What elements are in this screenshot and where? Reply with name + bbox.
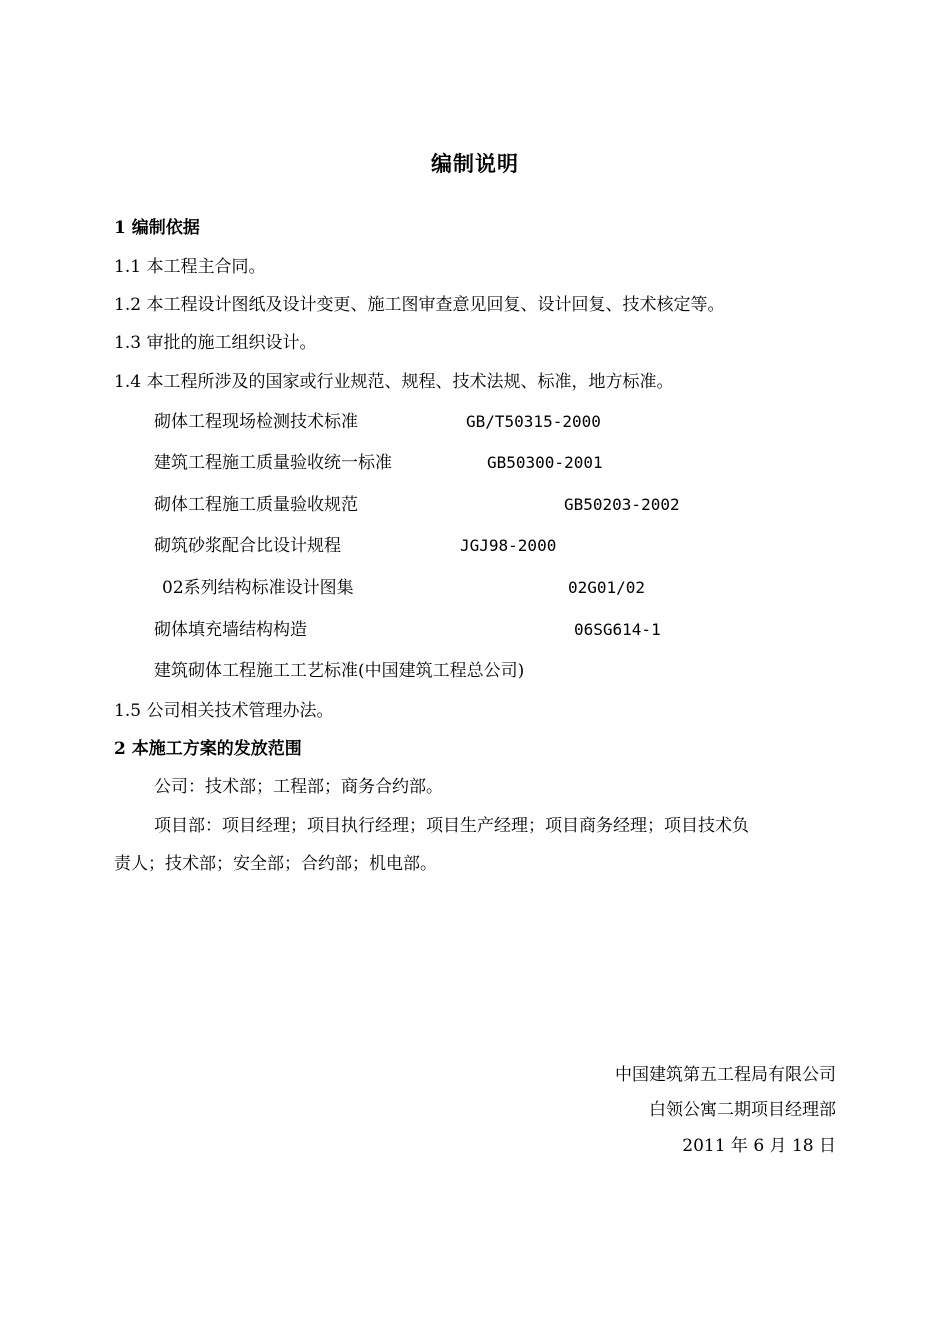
standard-code: GB50203-2002	[564, 495, 680, 514]
standard-code: 02G01/02	[568, 578, 646, 597]
distribution-company: 公司：技术部；工程部；商务合约部。	[154, 777, 443, 797]
standard-code: GB50300-2001	[487, 453, 603, 472]
document-title: 编制说明	[431, 151, 519, 176]
standard-code: JGJ98-2000	[460, 536, 557, 555]
item-1-2: 1.2 本工程设计图纸及设计变更、施工图审查意见回复、设计回复、技术核定等。	[114, 295, 725, 315]
standard-name: 砌筑砂浆配合比设计规程	[154, 536, 341, 556]
standard-name: 建筑砌体工程施工工艺标准(中国建筑工程总公司)	[154, 661, 525, 681]
standard-name: 02系列结构标准设计图集	[162, 578, 354, 598]
item-1-3: 1.3 审批的施工组织设计。	[114, 333, 317, 353]
item-1-5: 1.5 公司相关技术管理办法。	[114, 701, 334, 721]
signature-department: 白领公寓二期项目经理部	[649, 1100, 836, 1120]
standard-code: 06SG614-1	[574, 620, 661, 639]
standard-name: 建筑工程施工质量验收统一标准	[154, 453, 392, 473]
signature-company: 中国建筑第五工程局有限公司	[615, 1065, 836, 1085]
section-1-heading: 1 编制依据	[114, 218, 200, 238]
item-1-4: 1.4 本工程所涉及的国家或行业规范、规程、技术法规、标准，地方标准。	[114, 372, 674, 392]
standard-code: GB/T50315-2000	[466, 412, 601, 431]
standard-name: 砌体填充墙结构构造	[154, 620, 307, 640]
item-1-1: 1.1 本工程主合同。	[114, 257, 266, 277]
signature-date: 2011 年 6 月 18 日	[682, 1136, 836, 1156]
standard-name: 砌体工程现场检测技术标准	[154, 412, 358, 432]
section-2-heading: 2 本施工方案的发放范围	[114, 739, 302, 759]
distribution-project-line-1: 项目部：项目经理；项目执行经理；项目生产经理；项目商务经理；项目技术负	[154, 816, 749, 836]
distribution-project-line-2: 责人；技术部；安全部；合约部；机电部。	[114, 854, 437, 874]
standard-name: 砌体工程施工质量验收规范	[154, 495, 358, 515]
